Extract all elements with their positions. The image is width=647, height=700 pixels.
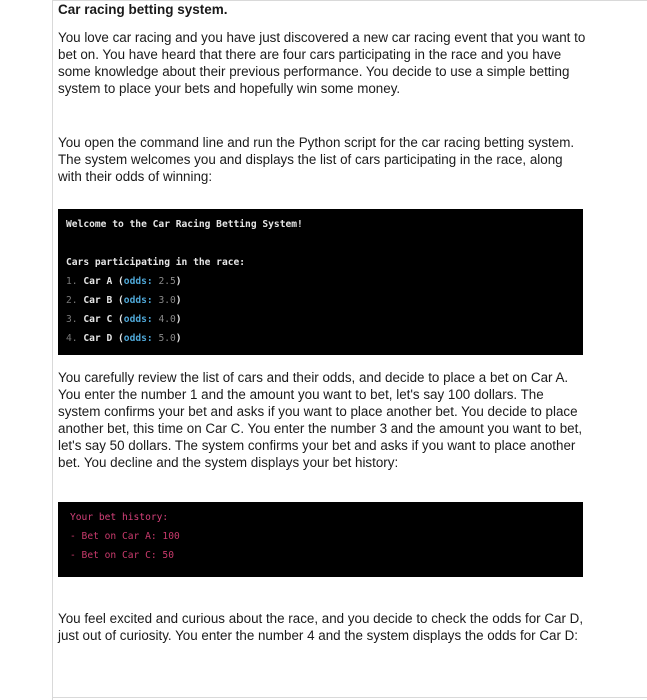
intro-paragraph: You love car racing and you have just discovered a new car racing event that you want to bet on. You have heard that there are four cars participating in the race and you have some knowledge about their previous performance. You decide to use a simple betting system to place your bets and hopefully win some money.	[58, 30, 586, 96]
bet-history-item: - Bet on Car C: 50	[70, 550, 174, 561]
cars-heading-line: Cars participating in the race:	[66, 257, 246, 268]
car-number: 4.	[66, 333, 78, 344]
car-number: 3.	[66, 314, 78, 325]
car-line-b: 2. Car B (odds: 3.0)	[66, 295, 182, 306]
odds-label: odds:	[123, 333, 153, 344]
odds-label: odds:	[123, 276, 153, 287]
car-name: Car A	[83, 276, 113, 287]
car-line-c: 3. Car C (odds: 4.0)	[66, 314, 182, 325]
odds-value: 3.0	[158, 295, 176, 306]
car-number: 1.	[66, 276, 78, 287]
welcome-line: Welcome to the Car Racing Betting System!	[66, 219, 303, 230]
bet-paragraph: You carefully review the list of cars and their odds, and decide to place a bet on Car A. You enter the number 1 and the amount you want to bet, let's say 100 dollars. The system confirms your bet and asks if you want to place another bet. You decide to place another bet, this time on Car C. You enter the number 3 and the amount you want to bet, let's say 50 dollars. The system confirms your bet and asks if you want to place another bet. You decline and the system displays your bet history:	[58, 370, 583, 470]
command-line-paragraph: You open the command line and run the Python script for the car racing betting system. The system welcomes you and displays the list of cars participating in the race, along with their odds of winning:	[58, 135, 575, 184]
odds-label: odds:	[123, 295, 153, 306]
document-body	[58, 2, 588, 644]
odds-label: odds:	[123, 314, 153, 325]
page-border-top	[52, 0, 647, 1]
odds-value: 4.0	[158, 314, 176, 325]
blank-line	[66, 234, 583, 253]
bet-history-heading: Your bet history:	[70, 512, 169, 523]
car-line-a: 1. Car A (odds: 2.5)	[66, 276, 182, 287]
car-name: Car B	[83, 295, 113, 306]
bet-history-item: - Bet on Car A: 100	[70, 531, 180, 542]
bet-history-terminal	[58, 502, 583, 577]
page-border-bottom	[52, 697, 647, 698]
odds-value: 2.5	[158, 276, 176, 287]
odds-value: 5.0	[158, 333, 176, 344]
page-border-left	[52, 0, 53, 700]
car-list-terminal	[58, 209, 583, 355]
closing-paragraph: You feel excited and curious about the race, and you decide to check the odds for Car D, just out of curiosity. You enter the number 4 and the system displays the odds for Car D:	[58, 611, 584, 643]
car-name: Car D	[83, 333, 113, 344]
car-name: Car C	[83, 314, 113, 325]
car-line-d: 4. Car D (odds: 5.0)	[66, 333, 182, 344]
car-number: 2.	[66, 295, 78, 306]
document-title: Car racing betting system.	[58, 2, 228, 17]
